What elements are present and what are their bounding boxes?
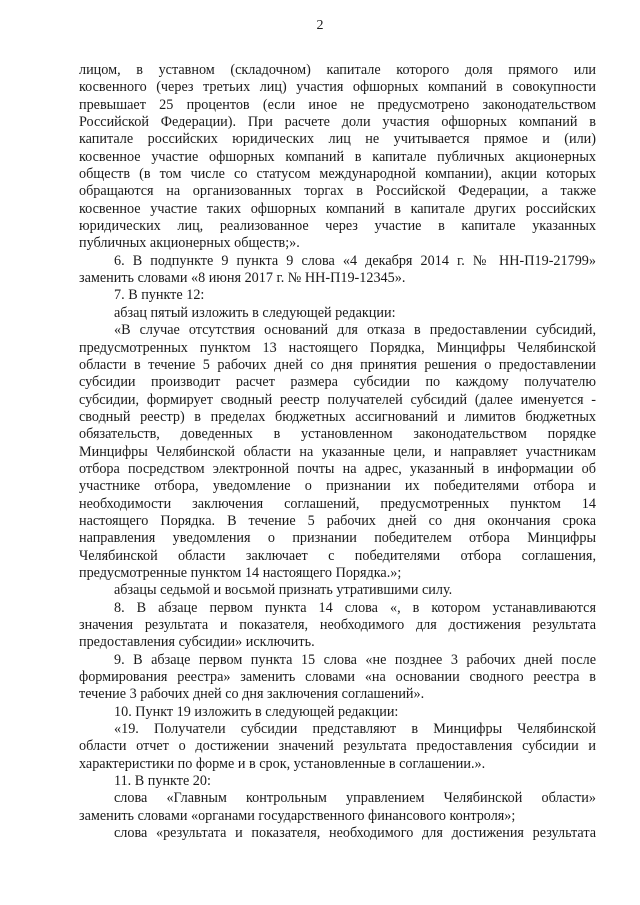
text-line: предоставления субсидии» исключить. — [79, 634, 315, 651]
text-line: области отчет о достижении значений результата предоставления субсидии и — [79, 738, 596, 755]
text-line: 9. В абзаце первом пункта 15 слова «не позднее 3 рабочих дней после — [114, 651, 596, 668]
text-line: участнике отбора, уведомление о признании их победителями отбора и — [79, 478, 596, 495]
text-line: слова «результата и показателя, необходимого для достижения результата — [114, 825, 596, 842]
text-line: «19. Получатели субсидии представляют в Минцифры Челябинской — [114, 721, 596, 738]
text-line: косвенное участие офшорных компаний в капитале публичных акционерных — [79, 148, 596, 165]
page-number: 2 — [316, 18, 324, 33]
text-line: 6. В подпункте 9 пункта 9 слова «4 декабря 2014 г. № НН-П19-21799» — [114, 252, 596, 269]
text-line: 8. В абзаце первом пункта 14 слова «, в котором устанавливаются — [114, 599, 596, 616]
text-line: слова «Главным контрольным управлением Челябинской области» — [114, 790, 596, 807]
document-body — [79, 62, 596, 842]
text-line: Минцифры Челябинской области на указанные цели, и направляет участникам — [79, 443, 596, 460]
text-line: 11. В пункте 20: — [114, 773, 211, 790]
text-line: обращаются на организованных торгах в Российской Федерации, а также — [79, 183, 596, 200]
text-line: сводный реестр) в пределах бюджетных ассигнований и лимитов бюджетных — [79, 408, 596, 425]
text-line: направления уведомления о признании победителем отбора Минцифры — [79, 530, 596, 547]
text-line: 10. Пункт 19 изложить в следующей редакции: — [114, 703, 399, 720]
text-line: 7. В пункте 12: — [114, 287, 205, 304]
text-line: публичных акционерных обществ;». — [79, 235, 300, 252]
text-line: косвенного (через третьих лиц) участия офшорных компаний в совокупности — [79, 79, 596, 96]
text-line: юридических лиц, реализованное через участие в капитале указанных — [79, 218, 596, 235]
text-line: обществ (в том числе со статусом международной компании), акции которых — [79, 166, 596, 183]
text-line: формирования реестра» заменить словами «на основании сводного реестра в — [79, 669, 596, 686]
text-line: Российской Федерации). При расчете доли участия офшорных компаний в — [79, 114, 596, 131]
text-line: заменить словами «8 июня 2017 г. № НН-П19-12345». — [79, 270, 406, 287]
text-line: характеристики по форме и в срок, установленные в соглашении.». — [79, 755, 486, 772]
text-line: предусмотренных пунктом 13 настоящего Порядка, Минцифры Челябинской — [79, 339, 596, 356]
text-line: предусмотренные пунктом 14 настоящего Порядка.»; — [79, 564, 402, 581]
text-line: области в течение 5 рабочих дней со дня принятия решения о предоставлении — [79, 356, 596, 373]
text-line: субсидии производит расчет размера субсидии по каждому получателю — [79, 374, 596, 391]
text-line: субсидии, формирует сводный реестр получателей субсидий (далее именуется - — [79, 391, 596, 408]
text-line: абзац пятый изложить в следующей редакции: — [114, 304, 396, 321]
text-line: отбора посредством электронной почты на адрес, указанный в информации об — [79, 460, 596, 477]
text-line: Челябинской области заключает с победителями отбора соглашения, — [79, 547, 596, 564]
text-line: абзацы седьмой и восьмой признать утратившими силу. — [114, 582, 453, 599]
text-line: обязательств, доведенных в установленном законодательством порядке — [79, 426, 596, 443]
text-line: лицом, в уставном (складочном) капитале которого доля прямого или — [79, 62, 596, 78]
text-line: заменить словами «органами государственного финансового контроля»; — [79, 807, 516, 824]
text-line: косвенное участие таких офшорных компаний в капитале других российских — [79, 200, 596, 217]
text-line: значения результата и показателя, необходимого для достижения результата — [79, 617, 596, 633]
text-line: превышает 25 процентов (если иное не предусмотрено законодательством — [79, 96, 596, 113]
text-line: необходимости заключения соглашений, предусмотренных пунктом 14 — [79, 495, 596, 512]
text-line: капитале российских юридических лиц не учитывается прямое и (или) — [79, 131, 596, 148]
text-line: настоящего Порядка. В течение 5 рабочих дней со дня окончания срока — [79, 512, 596, 529]
text-line: «В случае отсутствия оснований для отказа в предоставлении субсидий, — [114, 322, 596, 339]
text-line: течение 3 рабочих дней со дня заключения соглашений». — [79, 686, 425, 703]
